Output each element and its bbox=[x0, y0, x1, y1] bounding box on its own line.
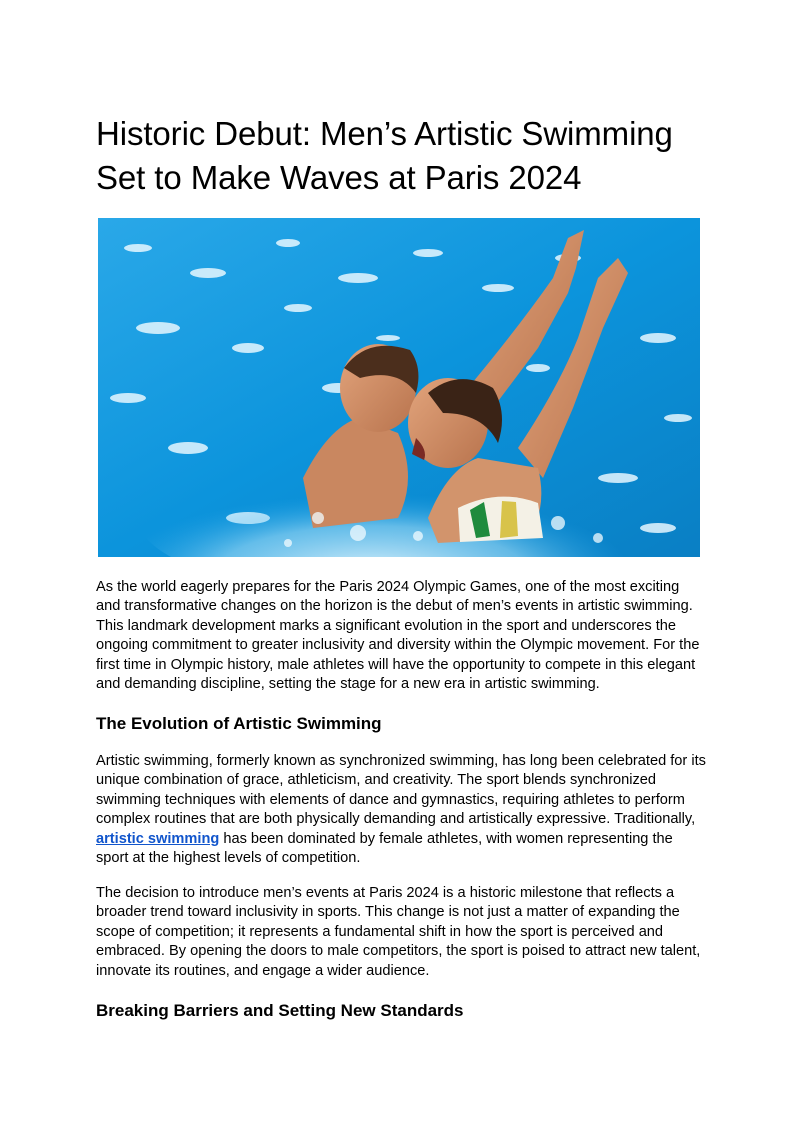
hero-photo bbox=[98, 218, 700, 557]
section-heading-evolution: The Evolution of Artistic Swimming bbox=[96, 714, 382, 733]
evolution-paragraph-1-text-a: Artistic swimming, formerly known as synchronized swimming, has long been celebrated for its unique combination of grace, athleticism, and creativity. The sport blends synchronized swimming techniques with elements of dance and gymnastics, requiring athletes to perform complex routines that are both physically demanding and artistically expressive. Traditionally, bbox=[96, 753, 706, 828]
evolution-paragraph-1-block bbox=[96, 752, 706, 868]
evolution-paragraph-2-block bbox=[96, 884, 706, 981]
section-barriers bbox=[96, 1000, 706, 1022]
section-heading-barriers: Breaking Barriers and Setting New Standards bbox=[96, 1001, 464, 1020]
section-evolution bbox=[96, 713, 706, 735]
evolution-paragraph-1-text-b: has been dominated by female athletes, with women representing the sport at the highest levels of competition. bbox=[96, 830, 673, 867]
article-title: Historic Debut: Men’s Artistic Swimming Set to Make Waves at Paris 2024 bbox=[96, 115, 673, 196]
artistic-swimming-link[interactable]: artistic swimming bbox=[96, 830, 220, 847]
intro-block bbox=[96, 578, 706, 694]
evolution-paragraph-1 bbox=[96, 752, 706, 868]
intro-paragraph: As the world eagerly prepares for the Paris 2024 Olympic Games, one of the most exciting and transformative changes on the horizon is the debut of men’s events in artistic swimming. This landmark development marks a significant evolution in the sport and underscores the ongoing commitment to greater inclusivity and diversity within the Olympic movement. For the first time in Olympic history, male athletes will have the opportunity to compete in this elegant and demanding discipline, setting the stage for a new era in artistic swimming. bbox=[96, 579, 700, 693]
evolution-paragraph-2: The decision to introduce men’s events at Paris 2024 is a historic milestone that reflects a broader trend toward inclusivity in sports. This change is not just a matter of expanding the scope of competition; it represents a fundamental shift in how the sport is perceived and embraced. By opening the doors to male competitors, the sport is poised to attract new talent, innovate its routines, and engage a wider audience. bbox=[96, 885, 701, 979]
